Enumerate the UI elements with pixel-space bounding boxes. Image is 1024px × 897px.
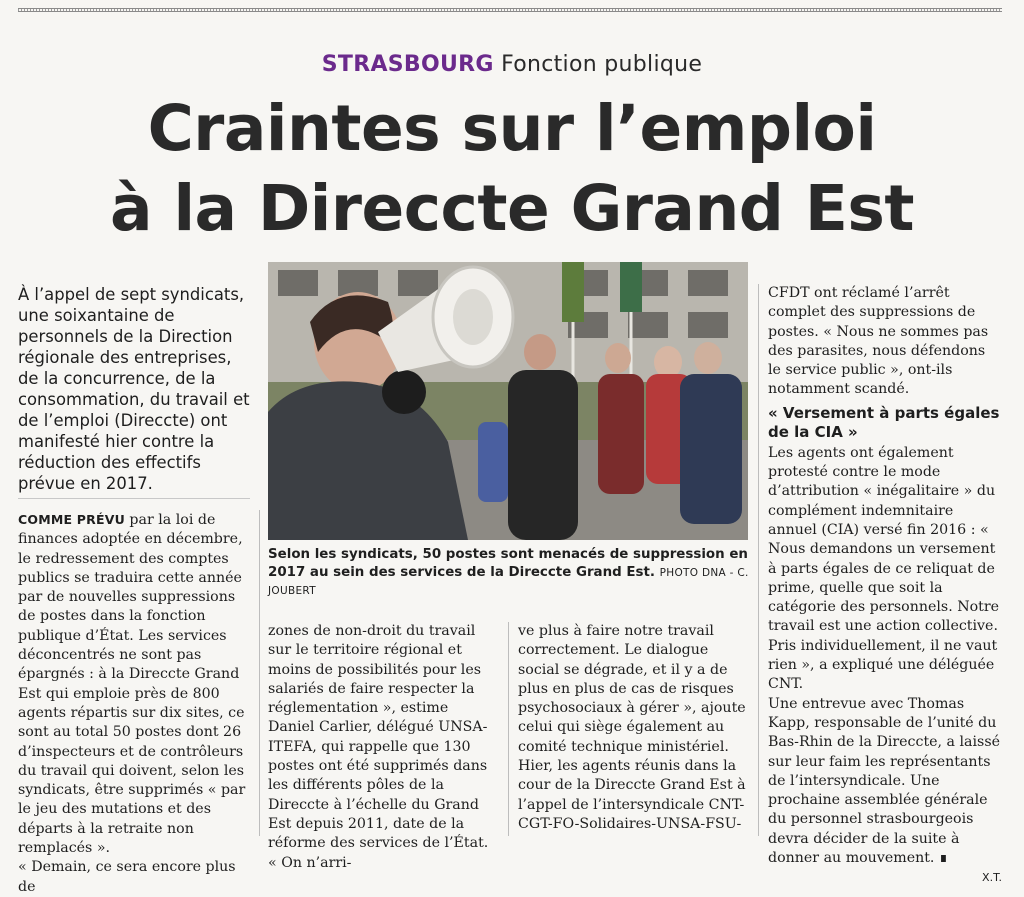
column-4-paragraph-1: CFDT ont réclamé l’arrêt complet des suppressions de postes. « Nous ne sommes pas des parasites, nous défendons le service public », ont-ils notamment scandé.: [768, 285, 989, 398]
column-1-paragraph-2: « Demain, ce sera encore plus de: [18, 859, 236, 895]
column-3-paragraph-1: ve plus à faire notre travail correctement. Le dialogue social se dégrade, et il y a de plus en plus de cas de risques psychosociaux à gérer », ajoute celui qui siège également au comité technique ministériel.: [518, 623, 746, 755]
column-3-paragraph-2: Hier, les agents réunis dans la cour de la Direccte Grand Est à l’appel de l’intersyndicale CNT-CGT-FO-Solidaires-UNSA-FSU-: [518, 758, 746, 832]
author-signature: X.T.: [982, 871, 1002, 885]
photo-credit: PHOTO DNA - C. JOUBERT: [268, 567, 749, 597]
kicker-city: STRASBOURG: [321, 52, 494, 77]
news-photo: [268, 262, 748, 540]
column-divider: [259, 510, 260, 836]
article-column-2: zones de non-droit du travail sur le territoire régional et moins de possibilités pour les salariés de faire respecter la réglementation », estime Daniel Carlier, délégué UNSA-ITEFA, qui rappelle que 130 postes ont été supprimés dans les différents pôles de la Direccte à l’échelle du Grand Est depuis 2011, date de la réforme des services de l’État. « On n’arri-: [268, 623, 489, 871]
headline-line-1: Craintes sur l’emploi: [147, 92, 877, 165]
kicker: [0, 52, 1024, 77]
photo-caption: [268, 546, 750, 600]
protest-photo-illustration: [268, 262, 748, 540]
top-rule: [18, 8, 1002, 12]
column-1-paragraph: [18, 510, 250, 858]
column-divider: [508, 622, 509, 836]
column-divider: [758, 284, 759, 836]
article-column-4: [768, 284, 1002, 888]
headline-line-2: à la Direccte Grand Est: [110, 172, 914, 245]
column-4-paragraph-2: Les agents ont également protesté contre le mode d’attribution « inégalitaire » du complément indemnitaire annuel (CIA) versé fin 2016 : « Nous demandons un versement à parts égales de ce reliquat de prime, quelle que soit la catégorie des personnels. Notre travail est une action collective. Pris individuellement, il ne vaut rien », a expliqué une déléguée CNT.: [768, 444, 1000, 693]
article-column-3: [518, 622, 748, 834]
kicker-rubric: Fonction publique: [501, 52, 703, 77]
lead-paragraph: À l’appel de sept syndicats, une soixantaine de personnels de la Direction régionale des entreprises, de la concurrence, de la consommation, du travail et de l’emploi (Direccte) ont manifesté hier contre la réduction des effectifs prévue en 2017.: [18, 285, 250, 493]
lead-separator: [18, 498, 250, 499]
column-1-text: par la loi de finances adoptée en décembre, le redressement des comptes publics se traduira cette année par de nouvelles suppressions de postes dans la fonction publique d’État. Les services déconcentrés ne sont pas épargnés : à la Direccte Grand Est qui emploie près de 800 agents répartis sur dix sites, ce sont au total 50 postes dont 26 d’inspecteurs et de contrôleurs du travail qui doivent, selon les syndicats, être supprimés « par le jeu des mutations et des départs à la retraite non remplacés ».: [18, 512, 246, 857]
caption-text: Selon les syndicats, 50 postes sont menacés de suppression en 2017 au sein des services de la Direccte Grand Est.: [268, 547, 748, 580]
lead-in: COMME PRÉVU: [18, 512, 125, 527]
column-4-paragraph-3: Une entrevue avec Thomas Kapp, responsable de l’unité du Bas-Rhin de la Direccte, a laissé sur leur faim les représentants de l’intersyndicale. Une prochaine assemblée générale du personnel strasbourgeois devra décider de la suite à donner au mouvement. ∎: [768, 695, 1001, 867]
article-column-1: [18, 510, 250, 897]
subheading: « Versement à parts égales de la CIA »: [768, 403, 1000, 441]
